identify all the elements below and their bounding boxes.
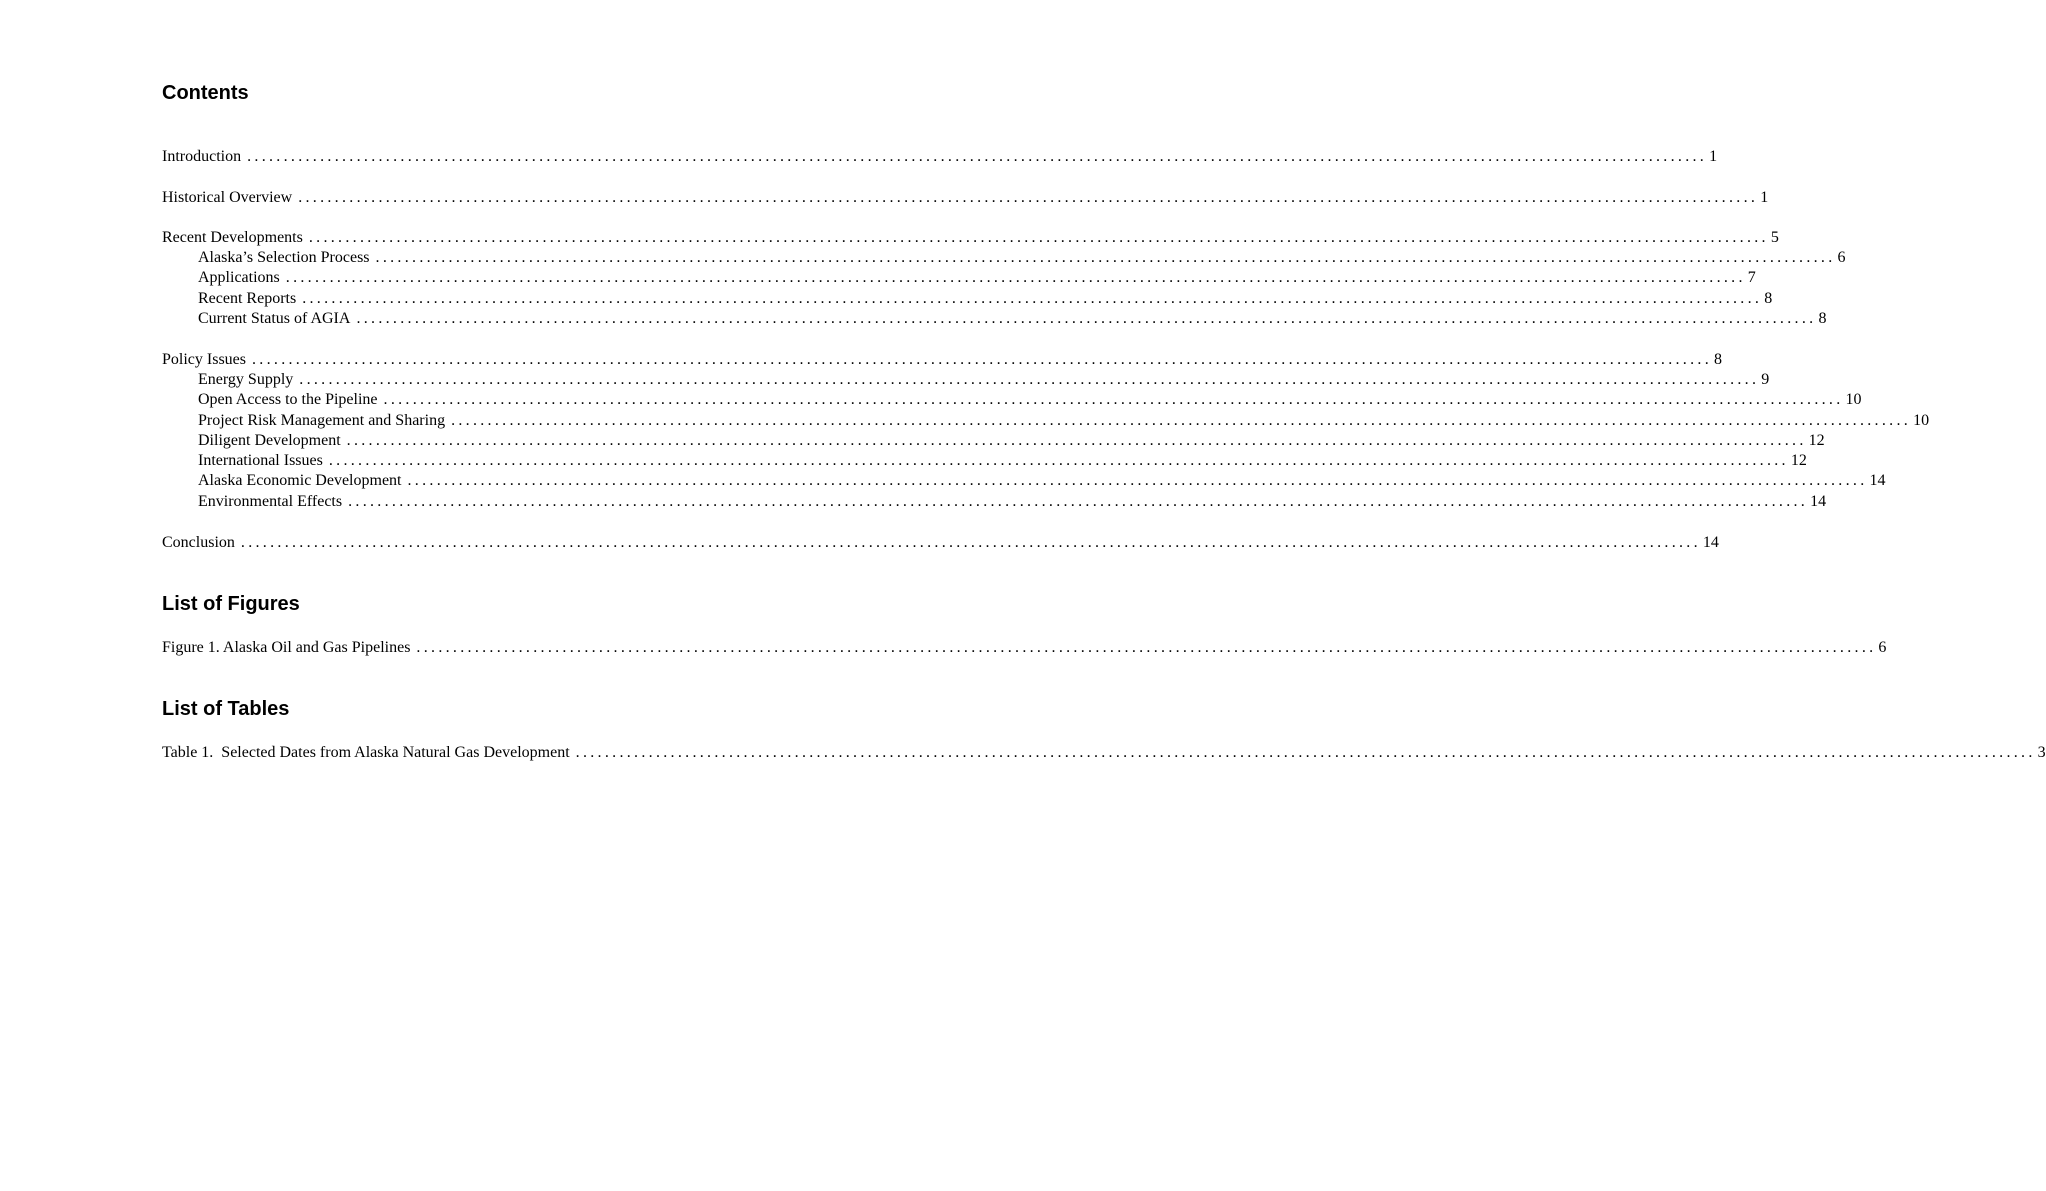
toc-entry-title: Recent Developments bbox=[162, 229, 303, 246]
table-entry-page: 3 bbox=[2037, 744, 2046, 761]
list-of-tables-heading: List of Tables bbox=[162, 698, 290, 720]
list-of-figures-heading: List of Figures bbox=[162, 593, 300, 615]
toc-entry-page: 1 bbox=[1760, 189, 1769, 206]
toc-entry-diligent-development[interactable] bbox=[198, 431, 1825, 451]
figure-entry-page: 6 bbox=[1878, 639, 1887, 656]
toc-entry-title: Recent Reports bbox=[198, 290, 297, 307]
toc-entry-title: International Issues bbox=[198, 452, 323, 469]
dot-leader: ........................................................................................................................................................................................................ bbox=[407, 472, 1868, 489]
toc-entry-selection-process[interactable] bbox=[198, 248, 1846, 268]
toc-entry-page: 8 bbox=[1714, 351, 1722, 368]
toc-entry-page: 10 bbox=[1913, 412, 1930, 429]
dot-leader: ........................................................................................................................................................................................................ bbox=[416, 639, 1877, 656]
toc-entry-page: 12 bbox=[1790, 452, 1807, 469]
toc-entry-title: Alaska Economic Development bbox=[198, 472, 402, 489]
toc-entry-page: 5 bbox=[1770, 229, 1779, 246]
dot-leader: ........................................................................................................................................................................................................ bbox=[240, 534, 1701, 551]
toc-entry-current-status[interactable] bbox=[198, 309, 1827, 329]
toc-entry-economic-development[interactable] bbox=[198, 471, 1886, 491]
dot-leader: ........................................................................................................................................................................................................ bbox=[346, 432, 1807, 449]
toc-entry-page: 14 bbox=[1869, 472, 1886, 489]
toc-entry-page: 7 bbox=[1747, 269, 1756, 286]
toc-entry-title: Policy Issues bbox=[162, 351, 246, 368]
toc-entry-policy-issues[interactable] bbox=[162, 350, 1722, 370]
toc-entry-energy-supply[interactable] bbox=[198, 370, 1770, 390]
toc-entry-open-access[interactable] bbox=[198, 390, 1862, 410]
dot-leader: ........................................................................................................................................................................................................ bbox=[299, 371, 1760, 388]
figure-entry-1[interactable] bbox=[162, 638, 1887, 658]
toc-entry-page: 14 bbox=[1702, 534, 1719, 551]
toc-entry-title: Historical Overview bbox=[162, 189, 293, 206]
table-entry-1[interactable] bbox=[162, 743, 2046, 763]
toc-entry-title: Alaska’s Selection Process bbox=[198, 249, 370, 266]
dot-leader: ........................................................................................................................................................................................................ bbox=[575, 744, 2036, 761]
dot-leader: ........................................................................................................................................................................................................ bbox=[451, 412, 1912, 429]
contents-heading: Contents bbox=[162, 82, 249, 104]
toc-entry-title: Current Status of AGIA bbox=[198, 310, 351, 327]
toc-entry-recent-reports[interactable] bbox=[198, 289, 1773, 309]
toc-entry-title: Applications bbox=[198, 269, 280, 286]
dot-leader: ........................................................................................................................................................................................................ bbox=[308, 229, 1769, 246]
dot-leader: ........................................................................................................................................................................................................ bbox=[302, 290, 1763, 307]
toc-entry-page: 6 bbox=[1837, 249, 1846, 266]
toc-entry-title: Energy Supply bbox=[198, 371, 294, 388]
toc-entry-title: Environmental Effects bbox=[198, 493, 343, 510]
dot-leader: ........................................................................................................................................................................................................ bbox=[328, 452, 1789, 469]
dot-leader: ........................................................................................................................................................................................................ bbox=[348, 493, 1809, 510]
toc-entry-historical-overview[interactable] bbox=[162, 188, 1769, 208]
toc-entry-applications[interactable] bbox=[198, 268, 1756, 288]
toc-entry-title: Diligent Development bbox=[198, 432, 341, 449]
toc-entry-page: 8 bbox=[1764, 290, 1773, 307]
dot-leader: ........................................................................................................................................................................................................ bbox=[375, 249, 1836, 266]
toc-entry-page: 10 bbox=[1845, 391, 1862, 408]
toc-entry-page: 1 bbox=[1709, 148, 1718, 165]
dot-leader: ........................................................................................................................................................................................................ bbox=[252, 351, 1712, 368]
toc-entry-environmental-effects[interactable] bbox=[198, 492, 1827, 512]
toc-entry-title: Project Risk Management and Sharing bbox=[198, 412, 446, 429]
dot-leader: ........................................................................................................................................................................................................ bbox=[383, 391, 1844, 408]
table-entry-title: Table 1. Selected Dates from Alaska Natural Gas Development bbox=[162, 744, 570, 761]
toc-entry-introduction[interactable] bbox=[162, 147, 1718, 167]
toc-entry-page: 9 bbox=[1761, 371, 1770, 388]
toc-entry-recent-developments[interactable] bbox=[162, 228, 1779, 248]
dot-leader: ........................................................................................................................................................................................................ bbox=[285, 269, 1746, 286]
dot-leader: ........................................................................................................................................................................................................ bbox=[247, 148, 1708, 165]
toc-entry-project-risk[interactable] bbox=[198, 411, 1930, 431]
figure-entry-title: Figure 1. Alaska Oil and Gas Pipelines bbox=[162, 639, 411, 656]
toc-entry-international-issues[interactable] bbox=[198, 451, 1807, 471]
toc-entry-conclusion[interactable] bbox=[162, 533, 1719, 553]
toc-entry-title: Conclusion bbox=[162, 534, 235, 551]
toc-entry-title: Open Access to the Pipeline bbox=[198, 391, 378, 408]
toc-entry-page: 12 bbox=[1808, 432, 1825, 449]
toc-entry-page: 8 bbox=[1818, 310, 1827, 327]
dot-leader: ........................................................................................................................................................................................................ bbox=[356, 310, 1817, 327]
dot-leader: ........................................................................................................................................................................................................ bbox=[298, 189, 1759, 206]
toc-entry-title: Introduction bbox=[162, 148, 242, 165]
toc-entry-page: 14 bbox=[1810, 493, 1827, 510]
